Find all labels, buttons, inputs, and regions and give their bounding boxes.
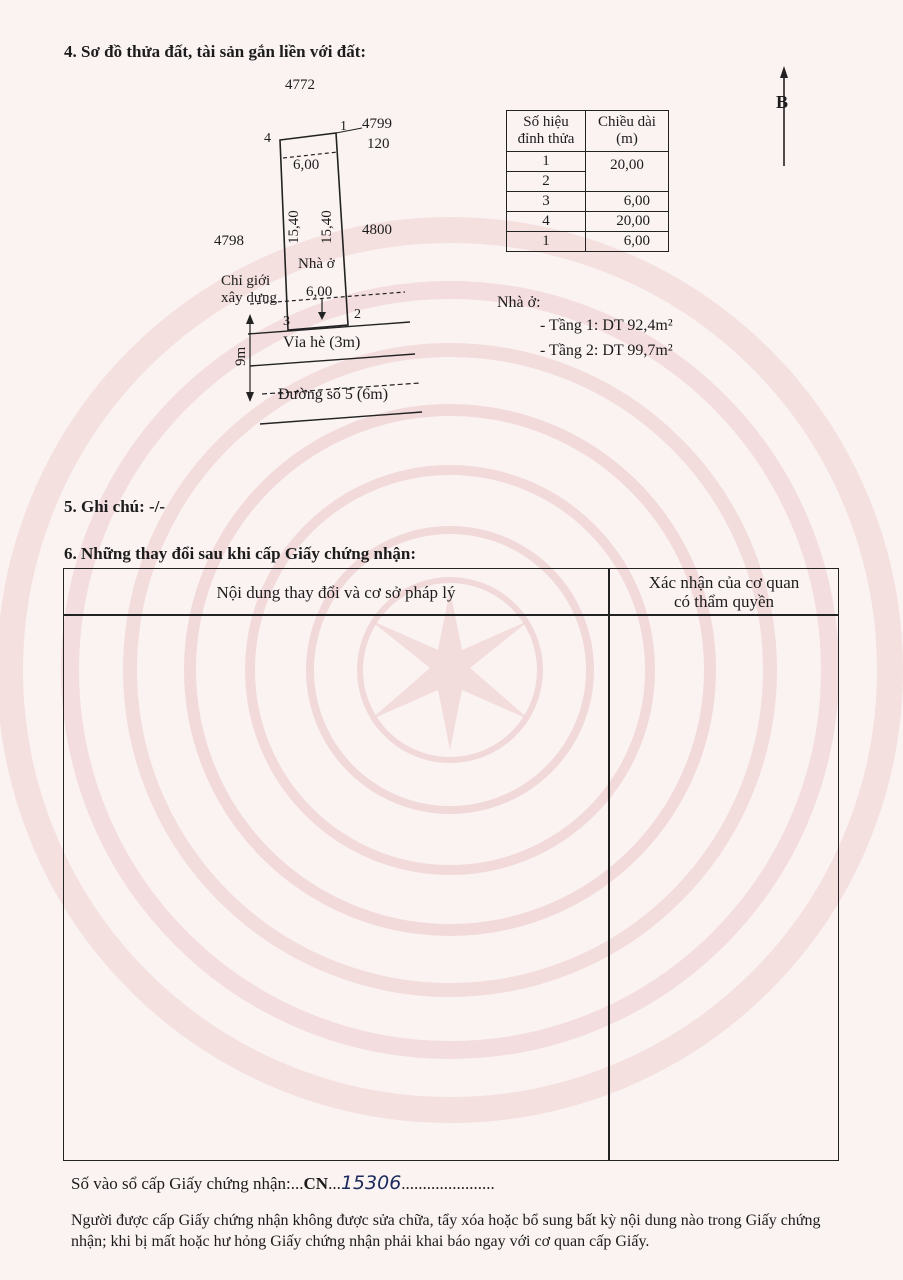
table-header-length-line2: (m) [616,131,638,147]
register-number-label: Số vào sổ cấp Giấy chứng nhận: [71,1174,291,1193]
table-header-vertex [507,111,586,152]
register-number-line [71,1172,495,1194]
dim-left: 15,40 [286,210,302,244]
table-vertex-cell: 4 [507,212,586,232]
table-header-length [586,111,669,152]
table-header-length-line1: Chiều dài [598,114,656,130]
changes-col-confirm-header-line1: Xác nhận của cơ quan [648,573,800,592]
table-header-vertex-line2: đỉnh thửa [517,131,575,147]
vertex-2-label: 2 [354,307,361,322]
table-vertex-cell: 3 [507,192,586,212]
table-length-cell: 20,00 [586,152,669,192]
dim-bottom: 6,00 [306,284,333,300]
changes-col-confirm-header [610,573,838,611]
vertex-1-label: 1 [340,119,347,134]
vertex-4-label: 4 [264,131,271,146]
site-plan [0,0,903,500]
house-info-label: Nhà ở: [497,294,541,311]
table-length-cell: 6,00 [586,192,669,212]
section-6-heading: 6. Những thay đổi sau khi cấp Giấy chứng nhận: [64,544,417,563]
changes-table [63,568,839,1161]
dim-right: 15,40 [319,210,335,244]
dim-top: 6,00 [293,157,320,173]
house-floor1-area: - Tầng 1: DT 92,4m² [540,317,673,334]
parcel-east-number: 4800 [362,222,392,238]
footer-note: Người được cấp Giấy chứng nhận không được sửa chữa, tẩy xóa hoặc bổ sung bất kỳ nội dung nào trong Giấy chứng nhận; khi bị mất hoặc hư hỏng Giấy chứng nhận phải khai báo ngay với cơ quan cấp Giấy. [71,1212,821,1250]
register-number-handwritten: 15306 [340,1172,402,1194]
register-dots-prefix: ... [290,1174,304,1193]
table-vertex-cell: 1 [507,152,586,172]
table-length-cell: 6,00 [586,232,669,252]
changes-col-content-header: Nội dung thay đổi và cơ sở pháp lý [216,583,456,602]
setback-label-line2: xây dựng [221,290,278,306]
changes-table-divider [608,569,610,1160]
table-length-cell: 20,00 [586,212,669,232]
sidewalk-label: Vỉa hè (3m) [283,334,361,351]
section-5-heading: 5. Ghi chú: -/- [64,497,166,516]
table-vertex-cell: 1 [507,232,586,252]
vertex-3-label: 3 [283,314,290,329]
road-label: Đường số 5 (6m) [278,386,389,403]
register-code: CN [303,1174,329,1193]
parcel-ne-number: 4799 [362,116,392,132]
setback-label-line1: Chỉ giới [221,273,271,289]
parcel-west-number: 4798 [214,233,244,249]
table-vertex-cell: 2 [507,172,586,192]
register-dots-trail: ...................... [401,1174,495,1193]
house-floor2-area: - Tầng 2: DT 99,7m² [540,342,673,359]
north-label: B [776,92,789,112]
vertex-length-table [506,110,669,252]
parcel-ne-area: 120 [367,136,390,152]
table-header-vertex-line1: Số hiệu [523,114,569,130]
section-4-heading: 4. Sơ đồ thửa đất, tài sản gắn liền với đất: [64,42,367,61]
register-dots-mid: ... [328,1174,341,1193]
road-width-label: 9m [233,346,249,366]
parcel-north-number: 4772 [285,77,315,93]
changes-table-header-rule [64,614,838,616]
plan-house-label: Nhà ở [298,256,335,272]
changes-col-confirm-header-line2: có thẩm quyền [673,592,775,611]
